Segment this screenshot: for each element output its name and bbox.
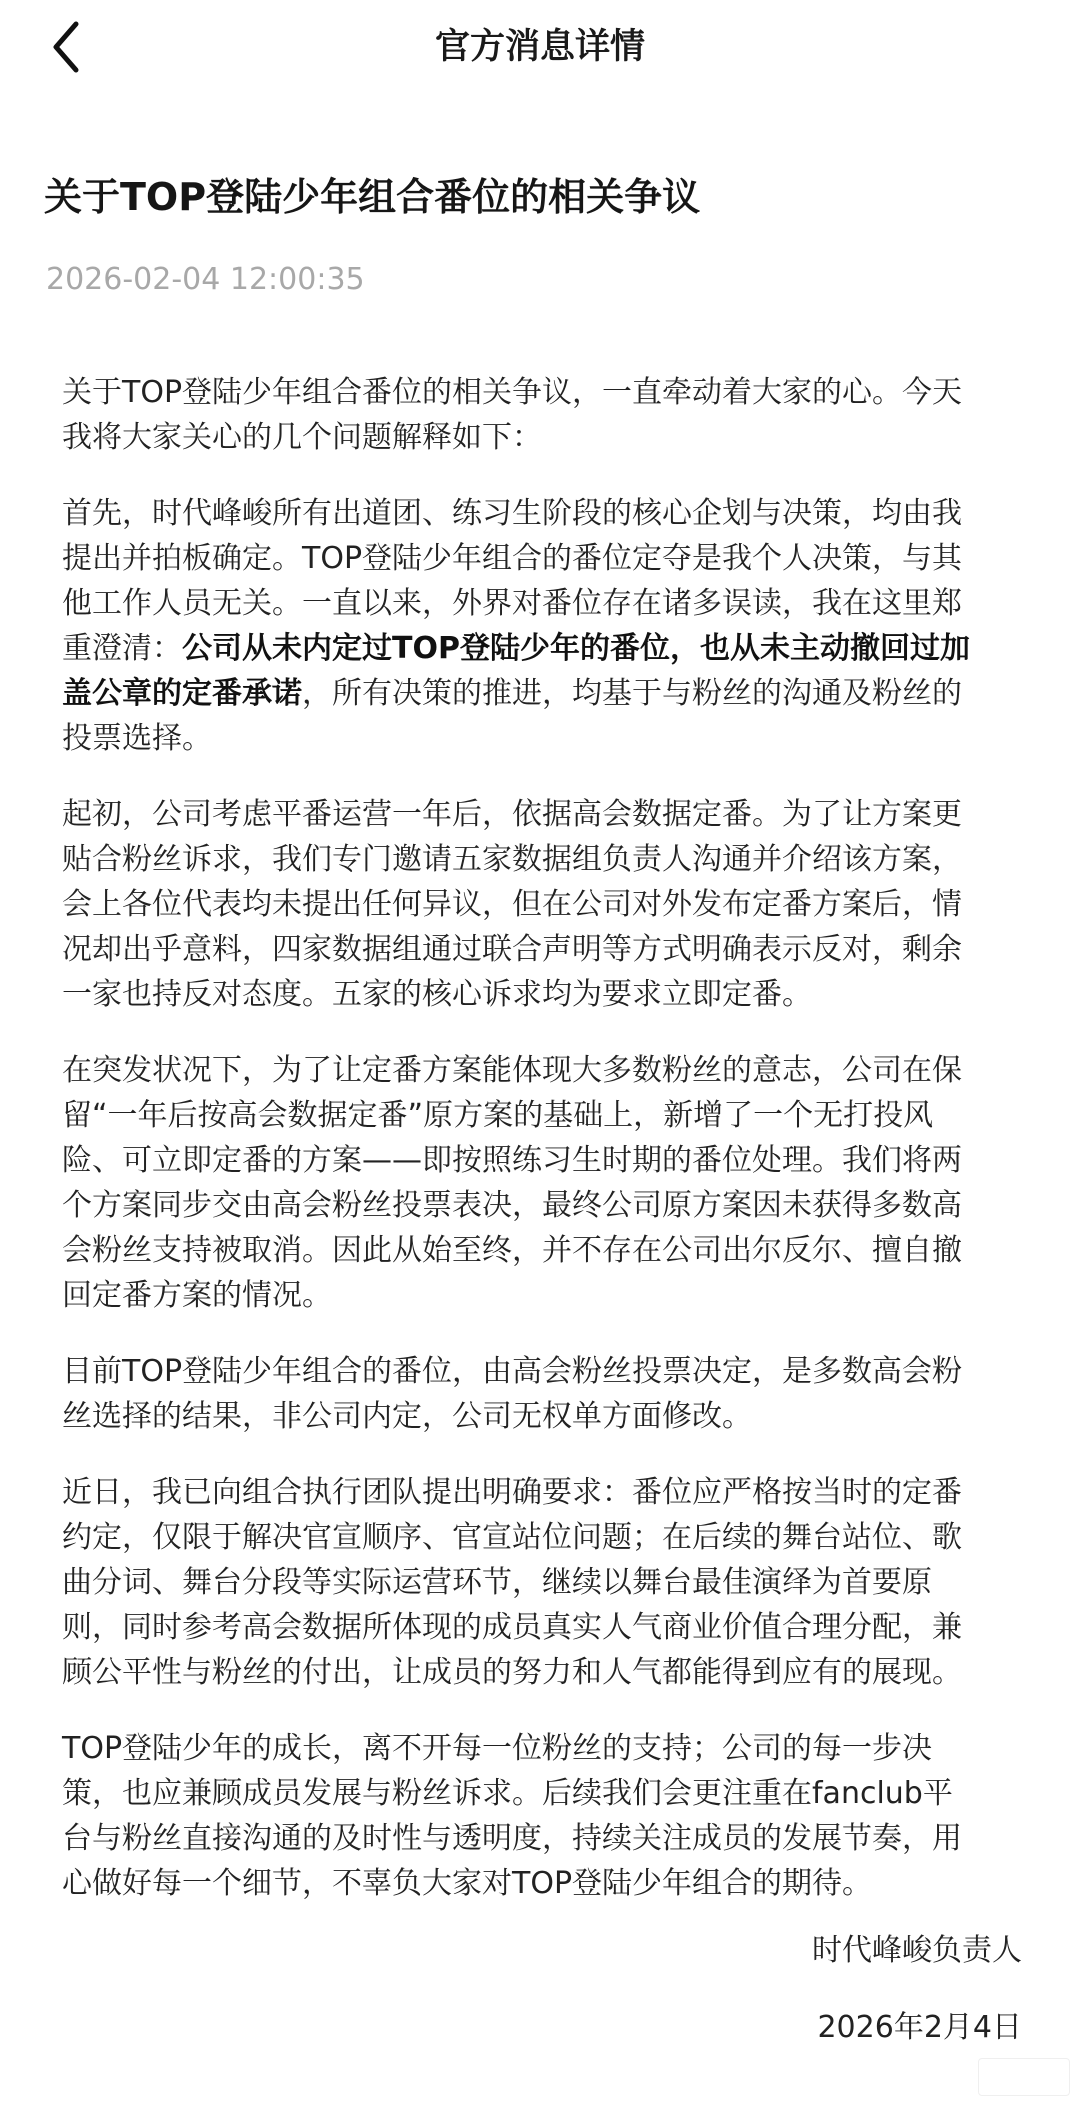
text-segment: 起初，公司考虑平番运营一年后，依据高会数据定番。为了让方案更 <box>62 797 962 832</box>
text-segment: 顾公平性与粉丝的付出，让成员的努力和人气都能得到应有的展现。 <box>62 1655 962 1690</box>
text-segment: 回定番方案的情况。 <box>62 1278 332 1313</box>
paragraph-line <box>62 1183 1042 1228</box>
bold-text: 公司从未内定过TOP登陆少年的番位，也从未主动撤回过加 <box>182 631 970 666</box>
text-segment: 一家也持反对态度。五家的核心诉求均为要求立即定番。 <box>62 977 812 1012</box>
paragraph-line <box>62 882 1042 927</box>
paragraph-line <box>62 581 1042 626</box>
paragraph-line <box>62 370 1042 415</box>
paragraph-line <box>62 1228 1042 1273</box>
paragraph-line <box>62 1650 1042 1695</box>
article-paragraph <box>62 792 1042 1017</box>
text-segment: TOP登陆少年的成长，离不开每一位粉丝的支持；公司的每一步决 <box>62 1731 933 1766</box>
text-segment: 贴合粉丝诉求，我们专门邀请五家数据组负责人沟通并介绍该方案， <box>62 842 962 877</box>
paragraph-line <box>62 1349 1042 1394</box>
paragraph-line <box>62 1273 1042 1318</box>
paragraph-line <box>62 927 1042 972</box>
paragraph-line <box>62 716 1042 761</box>
text-segment: 况却出乎意料，四家数据组通过联合声明等方式明确表示反对，剩余 <box>62 932 962 967</box>
text-segment: 曲分词、舞台分段等实际运营环节，继续以舞台最佳演绎为首要原 <box>62 1565 932 1600</box>
watermark <box>978 2058 1070 2096</box>
paragraph-line <box>62 491 1042 536</box>
paragraph-line <box>62 671 1042 716</box>
text-segment: ，所有决策的推进，均基于与粉丝的沟通及粉丝的 <box>302 676 962 711</box>
article-date: 2026年2月4日 <box>817 2010 1022 2045</box>
paragraph-line <box>62 1138 1042 1183</box>
text-segment: 心做好每一个细节，不辜负大家对TOP登陆少年组合的期待。 <box>62 1866 873 1901</box>
text-segment: 近日，我已向组合执行团队提出明确要求：番位应严格按当时的定番 <box>62 1475 962 1510</box>
paragraph-line <box>62 1861 1042 1906</box>
article-signature: 时代峰峻负责人 <box>812 1933 1022 1968</box>
text-segment: 丝选择的结果，非公司内定，公司无权单方面修改。 <box>62 1399 752 1434</box>
article-paragraph <box>62 1349 1042 1439</box>
text-segment: 则，同时参考高会数据所体现的成员真实人气商业价值合理分配，兼 <box>62 1610 962 1645</box>
article-paragraph <box>62 491 1042 761</box>
paragraph-line <box>62 415 1042 460</box>
text-segment: 会粉丝支持被取消。因此从始至终，并不存在公司出尔反尔、擅自撤 <box>62 1233 962 1268</box>
paragraph-line <box>62 536 1042 581</box>
paragraph-line <box>62 1093 1042 1138</box>
text-segment: 台与粉丝直接沟通的及时性与透明度，持续关注成员的发展节奏，用 <box>62 1821 962 1856</box>
paragraph-line <box>62 1771 1042 1816</box>
article-paragraph <box>62 1470 1042 1695</box>
article-paragraph <box>62 1048 1042 1318</box>
text-segment: 我将大家关心的几个问题解释如下： <box>62 420 542 455</box>
page-title: 官方消息详情 <box>434 27 645 67</box>
article-paragraph <box>62 370 1042 460</box>
text-segment: 险、可立即定番的方案——即按照练习生时期的番位处理。我们将两 <box>62 1143 962 1178</box>
article-title: 关于TOP登陆少年组合番位的相关争议 <box>44 175 701 219</box>
text-segment: 关于TOP登陆少年组合番位的相关争议，一直牵动着大家的心。今天 <box>62 375 963 410</box>
text-segment: 留“一年后按高会数据定番”原方案的基础上，新增了一个无打投风 <box>62 1098 934 1133</box>
bold-text: 盖公章的定番承诺 <box>62 676 302 711</box>
paragraph-line <box>62 1515 1042 1560</box>
paragraph-line <box>62 1560 1042 1605</box>
paragraph-line <box>62 792 1042 837</box>
paragraph-line <box>62 1605 1042 1650</box>
article-paragraph <box>62 1726 1042 1906</box>
text-segment: 目前TOP登陆少年组合的番位，由高会粉丝投票决定，是多数高会粉 <box>62 1354 963 1389</box>
text-segment: 重澄清： <box>62 631 182 666</box>
article-body <box>62 370 1042 1906</box>
text-segment: 约定，仅限于解决官宣顺序、官宣站位问题；在后续的舞台站位、歌 <box>62 1520 962 1555</box>
text-segment: 投票选择。 <box>62 721 212 756</box>
text-segment: 在突发状况下，为了让定番方案能体现大多数粉丝的意志，公司在保 <box>62 1053 962 1088</box>
paragraph-line <box>62 626 1042 671</box>
paragraph-line <box>62 972 1042 1017</box>
text-segment: 提出并拍板确定。TOP登陆少年组合的番位定夺是我个人决策，与其 <box>62 541 963 576</box>
paragraph-line <box>62 1048 1042 1093</box>
paragraph-line <box>62 1470 1042 1515</box>
paragraph-line <box>62 837 1042 882</box>
paragraph-line <box>62 1394 1042 1439</box>
nav-bar <box>0 0 1080 104</box>
text-segment: 他工作人员无关。一直以来，外界对番位存在诸多误读，我在这里郑 <box>62 586 962 621</box>
text-segment: 个方案同步交由高会粉丝投票表决，最终公司原方案因未获得多数高 <box>62 1188 962 1223</box>
article-timestamp: 2026-02-04 12:00:35 <box>46 262 365 297</box>
text-segment: 策，也应兼顾成员发展与粉丝诉求。后续我们会更注重在fanclub平 <box>62 1776 953 1811</box>
paragraph-line <box>62 1816 1042 1861</box>
paragraph-line <box>62 1726 1042 1771</box>
text-segment: 首先，时代峰峻所有出道团、练习生阶段的核心企划与决策，均由我 <box>62 496 962 531</box>
text-segment: 会上各位代表均未提出任何异议，但在公司对外发布定番方案后，情 <box>62 887 962 922</box>
